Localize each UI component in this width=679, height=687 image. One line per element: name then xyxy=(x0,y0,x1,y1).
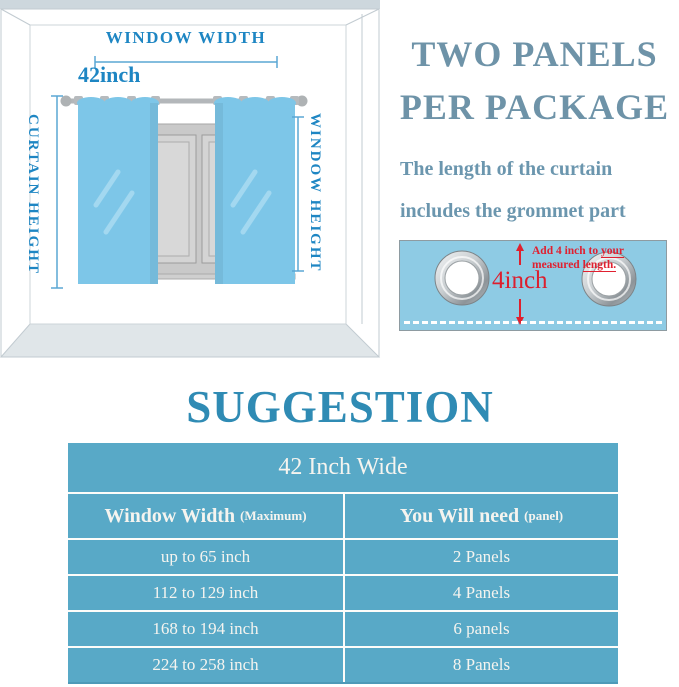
window-height-label: WINDOW HEIGHT xyxy=(307,113,323,273)
window-width-label: WINDOW WIDTH xyxy=(105,28,267,47)
add-length-note xyxy=(532,244,624,272)
column-header-label: You Will need xyxy=(399,504,520,527)
panels-cell: 4 Panels xyxy=(343,576,618,610)
ceiling-band xyxy=(0,0,380,9)
window-width-cell: 168 to 194 inch xyxy=(152,619,259,638)
length-note-line1: The length of the curtain xyxy=(400,158,613,180)
column-header-note: (panel) xyxy=(524,508,564,523)
curtain-height-label: CURTAIN HEIGHT xyxy=(25,113,41,275)
four-inch-label: 4inch xyxy=(492,267,548,294)
curtain-panel-left xyxy=(74,96,160,284)
add-note-underlined: length. xyxy=(582,259,617,271)
add-note-text: Add 4 inch to xyxy=(532,245,602,257)
column-header-you-will-need xyxy=(343,494,618,538)
grommet-strip-illustration xyxy=(399,240,667,331)
column-header-window-width xyxy=(68,494,343,538)
panels-cell: 6 panels xyxy=(343,612,618,646)
table-row xyxy=(68,538,618,574)
length-note-line2: includes the grommet part xyxy=(400,200,626,222)
table-row xyxy=(68,646,618,682)
floor xyxy=(1,324,379,357)
column-header-label: Window Width xyxy=(104,504,236,527)
window-width-cell: 224 to 258 inch xyxy=(152,655,259,674)
grommet-icon xyxy=(435,251,489,305)
table-header-row xyxy=(68,492,618,538)
curtain-panel-right xyxy=(213,96,299,284)
table-title-row xyxy=(68,443,618,492)
window-width-cell: 112 to 129 inch xyxy=(152,583,259,602)
column-header-note: (Maximum) xyxy=(240,508,307,523)
package-title-line2: PER PACKAGE xyxy=(399,87,670,127)
finial-icon xyxy=(61,96,72,107)
package-title-line1: TWO PANELS xyxy=(411,34,658,74)
table-row xyxy=(68,574,618,610)
arrow-up-icon xyxy=(516,243,524,251)
hem-dashed-line xyxy=(404,321,662,324)
table-title: 42 Inch Wide xyxy=(278,454,408,480)
panels-cell: 8 Panels xyxy=(343,648,618,682)
suggestion-table xyxy=(68,443,618,684)
panel-width-label: 42inch xyxy=(78,62,141,87)
room-diagram xyxy=(0,0,385,362)
table-row xyxy=(68,610,618,646)
suggestion-heading: SUGGESTION xyxy=(186,382,494,432)
add-note-text: measured xyxy=(532,259,583,271)
window-width-cell: up to 65 inch xyxy=(160,547,251,566)
panels-cell: 2 Panels xyxy=(343,540,618,574)
add-note-underlined: your xyxy=(601,245,625,257)
